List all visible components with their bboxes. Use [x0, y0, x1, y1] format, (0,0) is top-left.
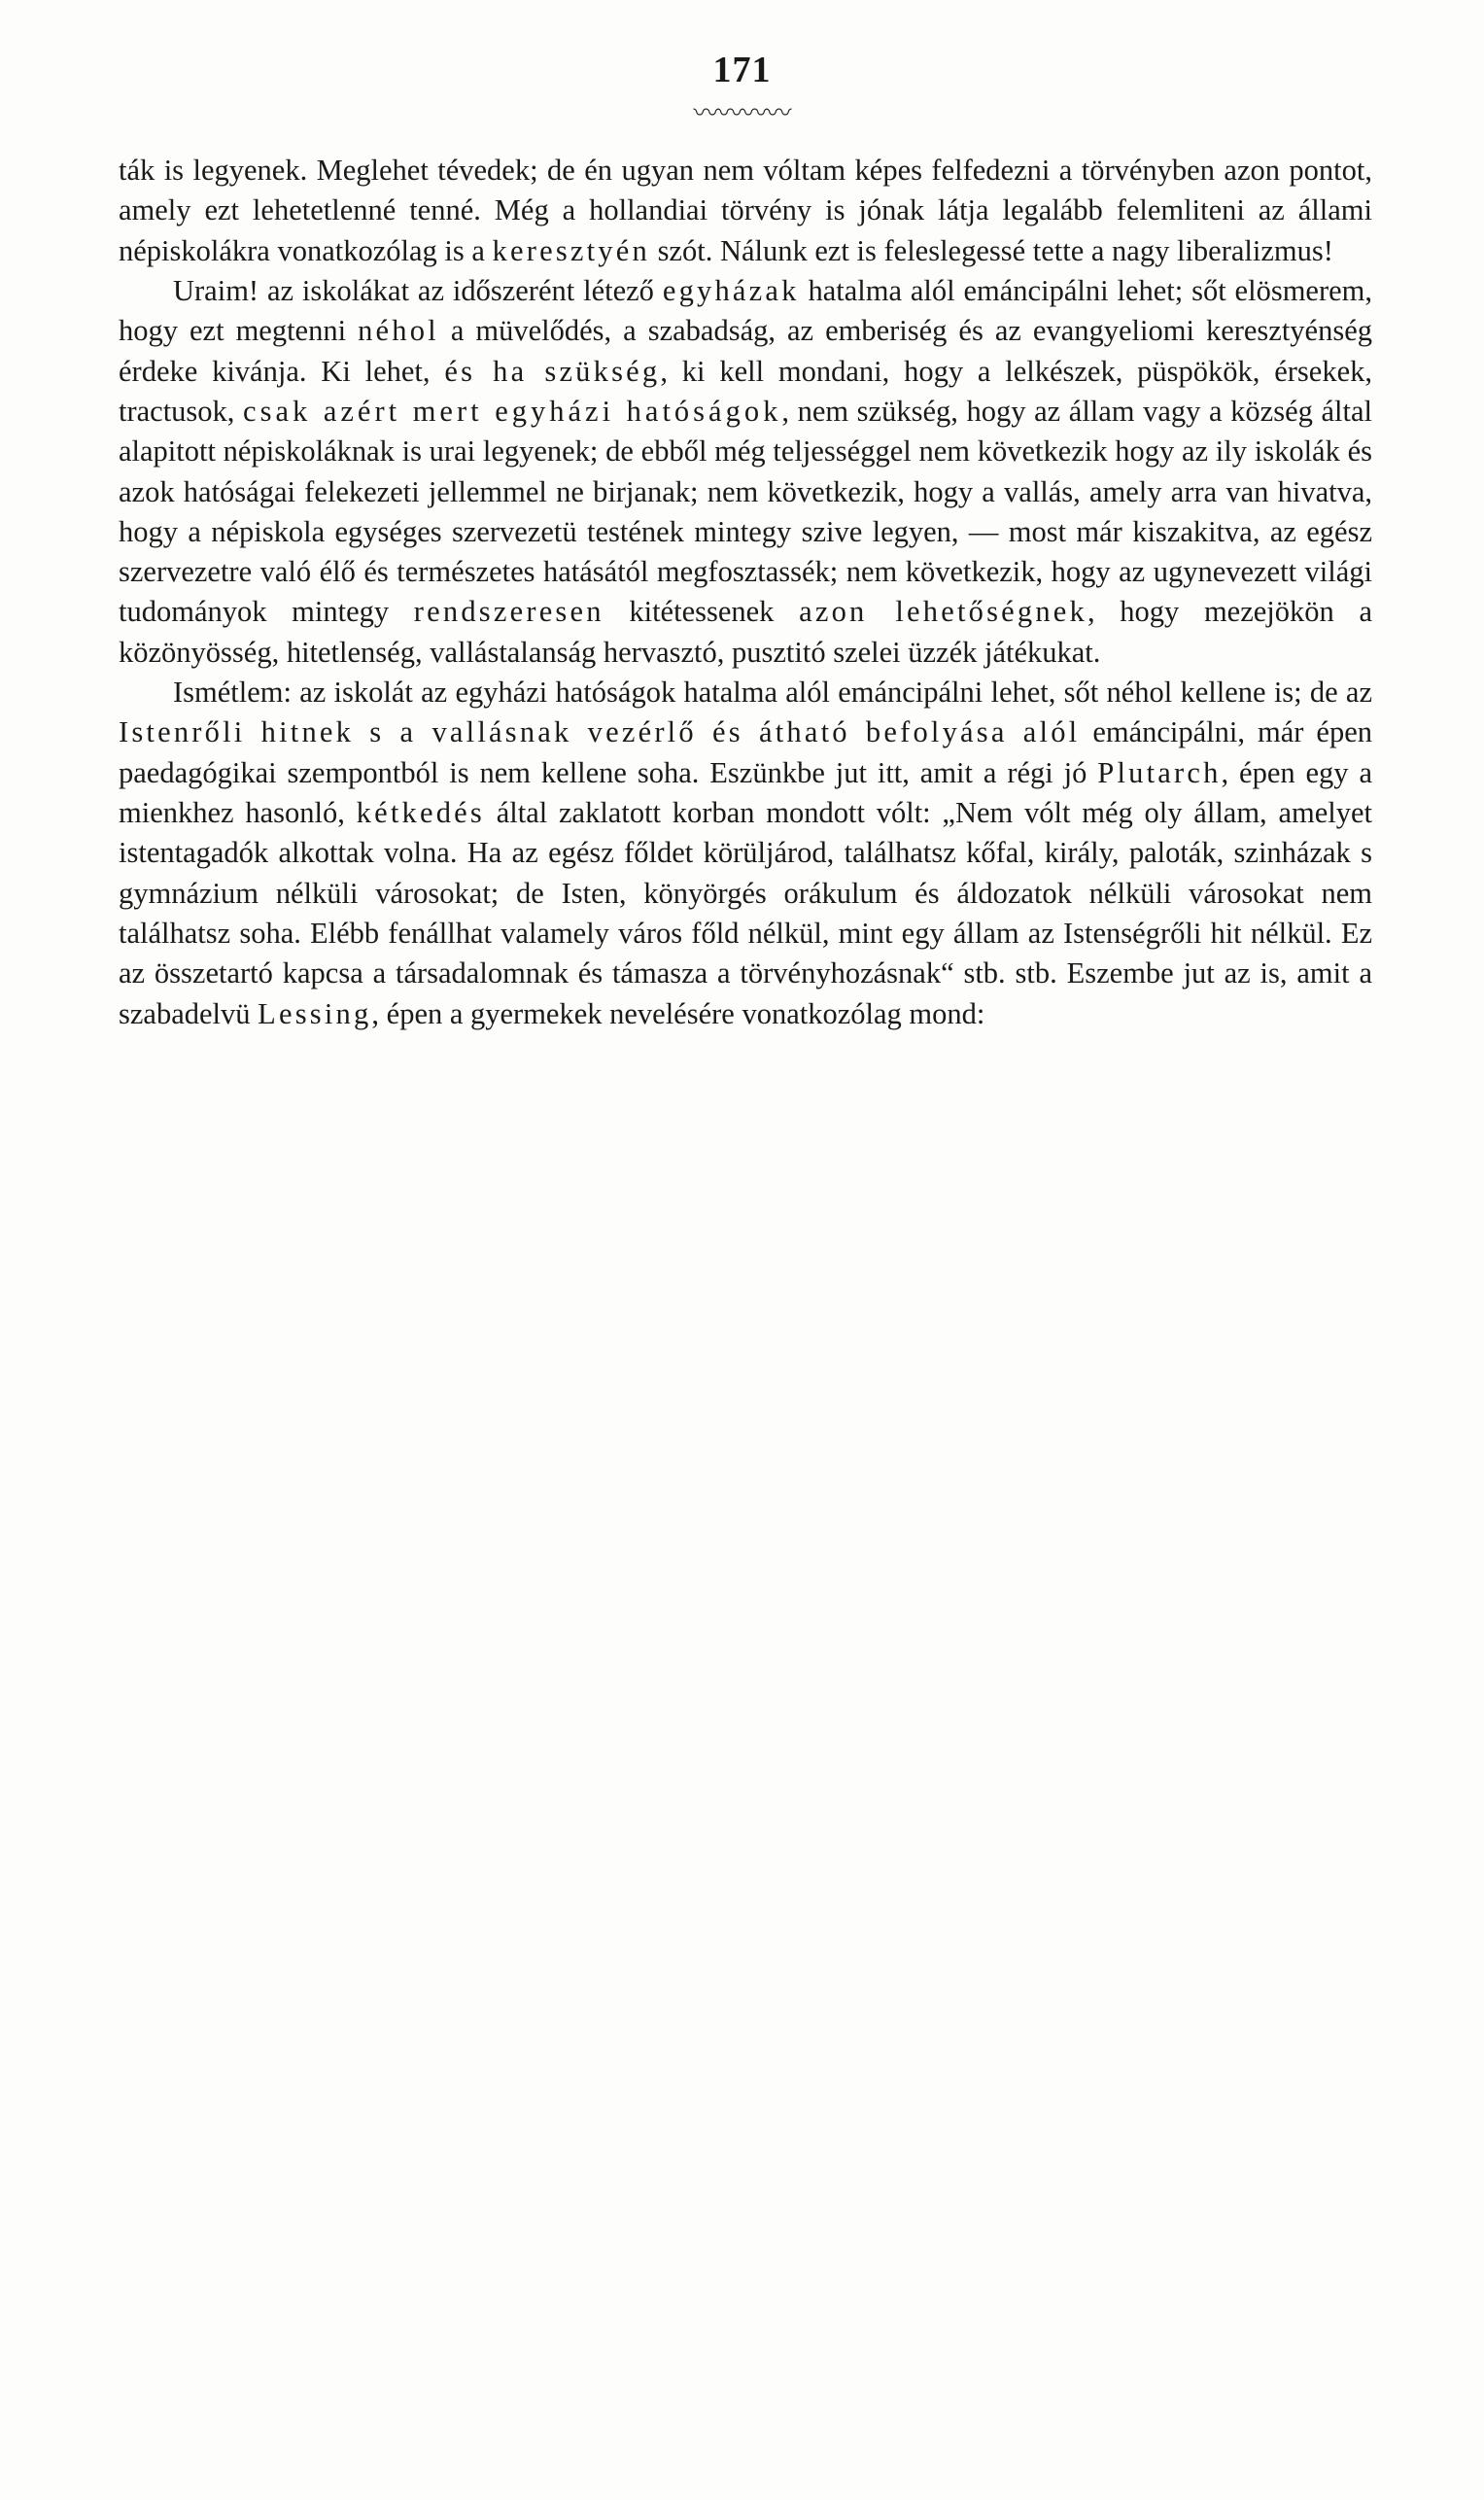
paragraph — [119, 151, 1372, 271]
spaced-word-ketkedes: kétkedés — [356, 796, 485, 829]
paragraph-text-3e: , épen a gyermekek nevelésére vonatkozólag mond: — [371, 996, 985, 1030]
paragraph-text-2c: a müvelődés, a szabadság, az emberiség és az evangyeliomi keresztyénség érdeke kivánja. Ki lehet, — [119, 314, 1373, 388]
paragraph-text-3b: emáncipálni, már épen paedagógikai szempontból is nem kellene soha. Eszünkbe jut itt, amit a régi jó — [119, 715, 1372, 789]
paragraph-text-2g: , hogy mezejökön a közönyösség, hitetlenség, vallástalanság hervasztó, pusztitó szelei üzzék játékukat. — [119, 595, 1372, 669]
paragraph-text-3c: , épen egy a mienkhez hasonló, — [119, 755, 1372, 829]
paragraph-text-1b: szót. Nálunk ezt is feleslegessé tette a nagy liberalizmus! — [649, 233, 1333, 267]
spaced-phrase-istenroli-hitnek: Istenrőli hitnek s a vallásnak vezérlő és átható befolyása alól — [119, 715, 1081, 749]
page-number: 171 — [712, 50, 772, 90]
paragraph — [119, 673, 1372, 1034]
paragraph-text-3a: Ismétlem: az iskolát az egyházi hatóságok hatalma alól emáncipálni lehet, sőt néhol kellene is; de az — [173, 676, 1372, 710]
wave-ornament-divider: 〰〰〰〰 — [693, 105, 791, 122]
paragraph-text-2b: hatalma alól emáncipálni lehet; sőt elösmerem, hogy ezt megtenni — [119, 273, 1372, 348]
paragraph-text-3d: által zaklatott korban mondott vólt: „Nem vólt még oly állam, amelyet istentagadók alkottak volna. Ha az egész főldet körüljárod, találhatsz kőfal, király, paloták, szinházak s gymnázium nélküli városokat; de Isten, könyörgés orákulum és áldozatok nélküli városokat nem találhatsz soha. Elébb fenállhat valamely város főld nélkül, mint egy állam az Istenségrőli hit nélkül. Ez az összetartó kapcsa a társadalomnak és támasza a törvényhozásnak“ stb. stb. Eszembe jut az is, amit a szabadelvü — [119, 796, 1372, 1030]
spaced-word-egyhazak: egyházak — [662, 273, 800, 307]
paragraph-text-2d: , ki kell mondani, hogy a lelkészek, püspökök, érsekek, tractusok, — [119, 354, 1372, 428]
spaced-name-lessing: Lessing — [258, 996, 372, 1030]
spaced-phrase-es-ha-szukseg: és ha szükség — [444, 354, 661, 388]
spaced-word-kersztyen: keresztyén — [492, 233, 650, 267]
paragraph — [119, 271, 1372, 673]
spaced-name-plutarch: Plutarch — [1097, 755, 1222, 789]
spaced-phrase-azon-lehetosegnek: azon lehetőségnek — [799, 595, 1087, 629]
paragraph-text-2f: kitétessenek — [604, 595, 800, 629]
paragraph-text-2a: Uraim! az iskolákat az időszerént létező — [173, 273, 663, 307]
spaced-word-rendszeresen: rendszeresen — [413, 595, 604, 629]
body-text-column — [119, 151, 1372, 1034]
paragraph-text-1: ták is legyenek. Meglehet tévedek; de én ugyan nem vóltam képes felfedezni a törvényben azon pontot, amely ezt lehetetlenné tenné. Még a hollandiai törvény is jónak látja legalább felemliteni az állami népiskolákra vonatkozólag is a — [119, 154, 1372, 267]
spaced-phrase-csak-azert: csak azért mert egyházi hatóságok — [243, 394, 782, 428]
spaced-word-nehol: néhol — [358, 314, 439, 348]
paragraph-text-2e: , nem szükség, hogy az állam vagy a község által alapitott népiskoláknak is urai legyenek; de ebből még teljességgel nem következik hogy az ily iskolák és azok hatóságai felekezeti jellemmel ne birjanak; nem következik, hogy a vallás, amely arra van hivatva, hogy a népiskola egységes szervezetü testének mintegy szive legyen, — most már kiszakitva, az egész szervezetre való élő és természetes hatásától megfosztassék; nem következik, hogy az ugynevezett világi tudományok mintegy — [119, 394, 1372, 629]
